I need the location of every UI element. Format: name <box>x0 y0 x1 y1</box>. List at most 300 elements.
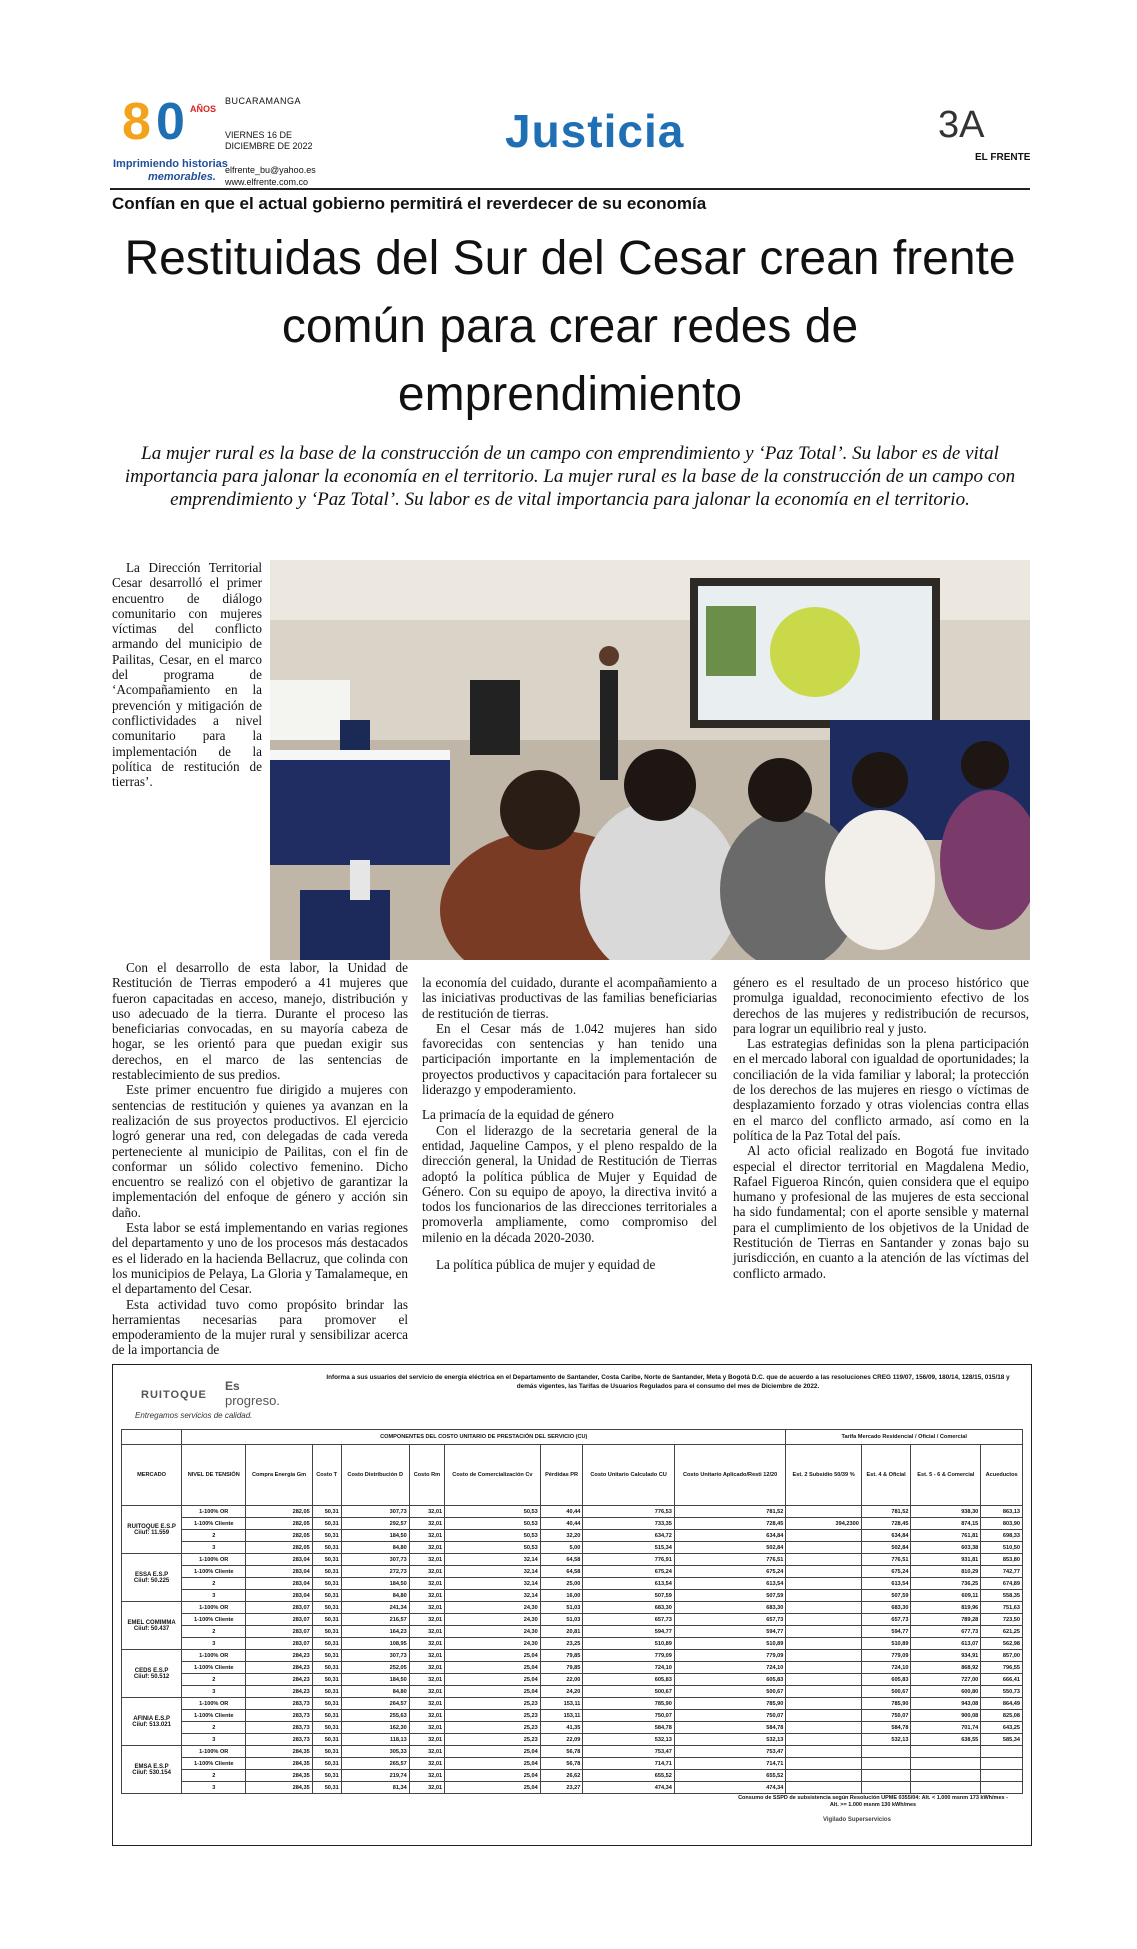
table-cell: 50,31 <box>312 1674 341 1686</box>
table-cell <box>786 1710 861 1722</box>
table-cell: 1-100% Cliente <box>182 1614 246 1626</box>
table-cell <box>786 1602 861 1614</box>
table-cell: 701,74 <box>911 1722 981 1734</box>
column-header: NIVEL DE TENSIÓN <box>182 1445 246 1506</box>
section-title: Justicia <box>505 105 685 157</box>
masthead-divider <box>110 188 1030 190</box>
table-cell: 32,01 <box>409 1734 444 1746</box>
table-cell: 64,58 <box>540 1566 583 1578</box>
ad-note: Consumo de SSPD de subsistencia según Resolución UPME 0355/04: Alt. < 1.000 msnm 173 kWh/mes - Alt. >= 1.000 msnm 130 kWh/mes <box>738 1795 1008 1808</box>
table-cell: 84,80 <box>341 1590 409 1602</box>
table-cell: 32,01 <box>409 1638 444 1650</box>
table-cell: 500,67 <box>583 1686 674 1698</box>
table-cell: 282,05 <box>246 1542 312 1554</box>
column-header: Pérdidas PR <box>540 1445 583 1506</box>
market-cell <box>122 1650 182 1698</box>
table-cell: 785,90 <box>674 1698 786 1710</box>
table-cell: 853,80 <box>981 1554 1023 1566</box>
article-kicker: Confían en que el actual gobierno permitirá el reverdecer de su economía <box>112 194 707 213</box>
table-cell: 32,14 <box>445 1566 541 1578</box>
table-cell: 507,59 <box>583 1590 674 1602</box>
table-cell: 776,91 <box>583 1554 674 1566</box>
market-name: AFINIA E.S.P <box>133 1715 170 1722</box>
market-cell <box>122 1554 182 1602</box>
table-cell: 868,92 <box>911 1662 981 1674</box>
table-cell: 655,52 <box>583 1770 674 1782</box>
paragraph: Este primer encuentro fue dirigido a mujeres con sentencias de restitución y quienes ya avanzan en la realización de sus proyectos productivos. El ejercicio logró generar una red, con delegadas de cada vereda perteneciente al municipio de Pailitas, con el fin de conformar un sólido colectivo femenino. Dicho encuentro se realizó con el objetivo de garantizar la implementación del enfoque de género y acción sin daño. <box>112 1082 408 1220</box>
table-cell: 50,53 <box>445 1518 541 1530</box>
column-header: Costo Distribución D <box>341 1445 409 1506</box>
table-cell: 900,08 <box>911 1710 981 1722</box>
table-cell: 32,01 <box>409 1758 444 1770</box>
supervisor-mark: Vigilado Superservicios <box>823 1817 891 1823</box>
column-header: Acueductos <box>981 1445 1023 1506</box>
table-cell <box>786 1722 861 1734</box>
table-cell: 32,01 <box>409 1590 444 1602</box>
table-cell <box>786 1662 861 1674</box>
table-cell: 284,35 <box>246 1782 312 1794</box>
table-cell <box>861 1758 911 1770</box>
market-name: EMSA E.S.P <box>134 1763 169 1770</box>
table-cell: 216,57 <box>341 1614 409 1626</box>
table-cell: 657,73 <box>861 1614 911 1626</box>
table-cell: 284,23 <box>246 1650 312 1662</box>
table-cell: 32,01 <box>409 1722 444 1734</box>
table-cell <box>786 1566 861 1578</box>
table-cell: 32,14 <box>445 1554 541 1566</box>
table-cell: 613,54 <box>674 1578 786 1590</box>
column-header: Costo de Comercialización Cv <box>445 1445 541 1506</box>
table-cell: 50,31 <box>312 1770 341 1782</box>
table-cell: 40,44 <box>540 1518 583 1530</box>
table-cell: 32,01 <box>409 1554 444 1566</box>
table-cell: 683,30 <box>861 1602 911 1614</box>
table-row <box>122 1566 1023 1578</box>
table-cell: 164,23 <box>341 1626 409 1638</box>
table-cell: 307,73 <box>341 1554 409 1566</box>
table-cell: 50,31 <box>312 1506 341 1518</box>
table-cell: 1-100% OR <box>182 1650 246 1662</box>
table-cell: 613,54 <box>861 1578 911 1590</box>
ad-es: Es <box>225 1379 240 1393</box>
masthead-city: BUCARAMANGA <box>225 96 302 106</box>
table-cell: 605,83 <box>583 1674 674 1686</box>
masthead-email[interactable]: elfrente_bu@yahoo.es <box>225 165 316 175</box>
table-cell: 1-100% Cliente <box>182 1662 246 1674</box>
market-cell <box>122 1602 182 1650</box>
table-cell: 728,45 <box>861 1518 911 1530</box>
table-cell: 394,2300 <box>786 1518 861 1530</box>
table-cell: 728,45 <box>674 1518 786 1530</box>
table-cell: 558,35 <box>981 1590 1023 1602</box>
table-cell: 785,90 <box>861 1698 911 1710</box>
table-cell: 32,01 <box>409 1698 444 1710</box>
paragraph: Esta actividad tuvo como propósito brindar las herramientas necesarias para promover el empoderamiento de la mujer rural y sensibilizar acerca de la importancia de <box>112 1296 408 1358</box>
table-cell <box>786 1626 861 1638</box>
paragraph: Con el desarrollo de esta labor, la Unidad de Restitución de Tierras empoderó a 41 mujeres que fueron capacitadas en acceso, manejo, distribución y uso adecuado de la tierra. Durante el proceso las beneficiarias convocadas, en su mayoría cabeza de hogar, se les orientó para que puedan exigir sus derechos, en el marco de las sentencias de restablecimiento de sus predios. <box>112 960 408 1083</box>
table-cell: 283,07 <box>246 1638 312 1650</box>
table-cell: 3 <box>182 1590 246 1602</box>
masthead-contact <box>225 164 316 188</box>
article-lede: La mujer rural es la base de la construcción de un campo con emprendimiento y ‘Paz Total’. Su labor es de vital importancia para jalonar la economía en el territorio. La mujer rural es la base de la construcción de un campo con emprendimiento y ‘Paz Total’. Su labor es de vital importancia para jalonar la economía en el territorio. <box>124 443 1016 510</box>
table-cell: 40,44 <box>540 1506 583 1518</box>
table-cell: 25,04 <box>445 1770 541 1782</box>
market-name: RUITOQUE E.S.P <box>127 1523 176 1530</box>
table-cell: 50,31 <box>312 1758 341 1770</box>
table-cell: 283,04 <box>246 1590 312 1602</box>
table-cell: 1-100% Cliente <box>182 1758 246 1770</box>
table-row <box>122 1554 1023 1566</box>
table-cell: 594,77 <box>674 1626 786 1638</box>
table-cell: 153,11 <box>540 1698 583 1710</box>
table-cell: 255,63 <box>341 1710 409 1722</box>
table-row <box>122 1530 1023 1542</box>
table-cell: 50,31 <box>312 1518 341 1530</box>
table-cell: 25,04 <box>445 1758 541 1770</box>
table-cell: 32,20 <box>540 1530 583 1542</box>
table-cell: 515,34 <box>583 1542 674 1554</box>
logo-tagline-2: memorables. <box>148 171 216 183</box>
table-cell: 283,07 <box>246 1614 312 1626</box>
table-cell: 32,01 <box>409 1782 444 1794</box>
table-cell: 584,78 <box>674 1722 786 1734</box>
paragraph: La Dirección Territorial Cesar desarrolló el primer encuentro de diálogo comunitario con mujeres víctimas del conflicto armando del municipio de Pailitas, Cesar, en el marco del programa de ‘Acompañamiento en la prevención y mitigación de conflictividades a nivel comunitario para la implementación de la política de restitución de tierras’. <box>112 560 262 790</box>
table-cell: 20,81 <box>540 1626 583 1638</box>
tariff-table-body <box>122 1506 1023 1794</box>
column-header: Est. 4 & Oficial <box>861 1445 911 1506</box>
table-cell: 613,54 <box>583 1578 674 1590</box>
table-row <box>122 1542 1023 1554</box>
table-cell: 25,04 <box>445 1746 541 1758</box>
table-cell: 3 <box>182 1686 246 1698</box>
ad-progreso: progreso. <box>225 1393 280 1408</box>
table-row <box>122 1590 1023 1602</box>
table-cell: 796,55 <box>981 1662 1023 1674</box>
table-cell <box>861 1782 911 1794</box>
table-cell <box>786 1614 861 1626</box>
table-cell: 25,23 <box>445 1698 541 1710</box>
table-cell: 742,77 <box>981 1566 1023 1578</box>
table-cell: 56,78 <box>540 1758 583 1770</box>
table-cell: 284,23 <box>246 1674 312 1686</box>
table-cell: 605,83 <box>674 1674 786 1686</box>
table-cell: 938,30 <box>911 1506 981 1518</box>
table-cell: 51,03 <box>540 1614 583 1626</box>
masthead-date: VIERNES 16 DE DICIEMBRE DE 2022 <box>225 130 313 151</box>
table-cell: 5,00 <box>540 1542 583 1554</box>
table-cell: 781,52 <box>674 1506 786 1518</box>
table-cell: 50,31 <box>312 1626 341 1638</box>
paragraph: Al acto oficial realizado en Bogotá fue invitado especial el director territorial en Magdalena Medio, Rafael Figueroa Rincón, quien considera que el equipo humano y profesional de las mujeres de esta seccional ha sido fundamental; con el aporte sensible y maternal para el cumplimiento de los objetivos de la Unidad de Restitución de Tierras en Santander y zonas bajo su jurisdicción, en cuanto a la atención de las víctimas del conflicto armado. <box>733 1143 1029 1281</box>
table-cell: 32,01 <box>409 1746 444 1758</box>
table-row <box>122 1506 1023 1518</box>
table-cell: 32,01 <box>409 1626 444 1638</box>
market-name: CEDS E.S.P <box>134 1667 169 1674</box>
table-cell: 585,34 <box>981 1734 1023 1746</box>
table-row <box>122 1734 1023 1746</box>
table-cell: 32,01 <box>409 1602 444 1614</box>
table-cell: 675,24 <box>674 1566 786 1578</box>
table-cell: 264,57 <box>341 1698 409 1710</box>
table-cell: 32,01 <box>409 1770 444 1782</box>
table-row <box>122 1638 1023 1650</box>
table-cell: 25,04 <box>445 1686 541 1698</box>
table-cell <box>786 1506 861 1518</box>
table-cell: 683,30 <box>583 1602 674 1614</box>
table-cell: 16,00 <box>540 1590 583 1602</box>
table-cell: 781,52 <box>861 1506 911 1518</box>
table-cell: 3 <box>182 1638 246 1650</box>
table-cell: 283,04 <box>246 1566 312 1578</box>
table-cell: 507,59 <box>674 1590 786 1602</box>
table-cell: 50,31 <box>312 1602 341 1614</box>
table-cell: 779,09 <box>583 1650 674 1662</box>
table-cell <box>786 1782 861 1794</box>
table-cell <box>786 1542 861 1554</box>
table-row <box>122 1578 1023 1590</box>
table-cell: 81,34 <box>341 1782 409 1794</box>
table-cell: 677,73 <box>911 1626 981 1638</box>
article-column-1-top <box>112 560 262 789</box>
table-cell: 292,57 <box>341 1518 409 1530</box>
column-header: Costo Unitario Calculado CU <box>583 1445 674 1506</box>
table-cell: 584,78 <box>583 1722 674 1734</box>
table-cell: 857,00 <box>981 1650 1023 1662</box>
paragraph: En el Cesar más de 1.042 mujeres han sido favorecidas con sentencias y han tenido una participación importante en la implementación de proyectos productivos y capacitación para fortalecer su liderazgo y empoderamiento. <box>422 1020 717 1098</box>
table-cell: 643,25 <box>981 1722 1023 1734</box>
table-cell: 674,89 <box>981 1578 1023 1590</box>
table-cell: 79,85 <box>540 1662 583 1674</box>
table-cell: 724,10 <box>583 1662 674 1674</box>
table-cell: 272,73 <box>341 1566 409 1578</box>
logo-years: AÑOS <box>190 104 217 114</box>
table-cell: 32,01 <box>409 1650 444 1662</box>
table-cell: 50,31 <box>312 1566 341 1578</box>
table-cell: 32,01 <box>409 1578 444 1590</box>
article-column-2 <box>422 975 717 1272</box>
table-cell <box>786 1770 861 1782</box>
table-cell: 500,67 <box>674 1686 786 1698</box>
table-row <box>122 1518 1023 1530</box>
table-cell: 2 <box>182 1626 246 1638</box>
table-cell: 761,81 <box>911 1530 981 1542</box>
table-cell: 283,73 <box>246 1710 312 1722</box>
table-cell: 284,35 <box>246 1758 312 1770</box>
market-cell <box>122 1698 182 1746</box>
table-cell: 819,96 <box>911 1602 981 1614</box>
table-cell: 162,30 <box>341 1722 409 1734</box>
market-cell <box>122 1746 182 1794</box>
table-cell: 25,04 <box>445 1650 541 1662</box>
table-cell <box>861 1770 911 1782</box>
table-cell: 750,07 <box>861 1710 911 1722</box>
table-cell: 184,50 <box>341 1674 409 1686</box>
table-row <box>122 1674 1023 1686</box>
logo-digit-8: 8 <box>122 93 151 151</box>
table-cell: 698,33 <box>981 1530 1023 1542</box>
table-cell: 32,01 <box>409 1542 444 1554</box>
table-cell: 284,35 <box>246 1746 312 1758</box>
table-cell: 283,73 <box>246 1722 312 1734</box>
table-cell: 22,00 <box>540 1674 583 1686</box>
table-cell <box>786 1686 861 1698</box>
table-cell: 50,31 <box>312 1638 341 1650</box>
table-cell: 283,73 <box>246 1734 312 1746</box>
column-header: Est. 5 - 6 & Comercial <box>911 1445 981 1506</box>
table-cell: 594,77 <box>583 1626 674 1638</box>
table-cell: 1-100% OR <box>182 1506 246 1518</box>
article-column-3 <box>733 975 1029 1281</box>
table-cell: 24,30 <box>445 1638 541 1650</box>
table-cell: 2 <box>182 1530 246 1542</box>
table-cell: 50,31 <box>312 1662 341 1674</box>
table-row <box>122 1602 1023 1614</box>
table-cell: 584,78 <box>861 1722 911 1734</box>
table-cell <box>911 1782 981 1794</box>
column-header: MERCADO <box>122 1445 182 1506</box>
table-row <box>122 1614 1023 1626</box>
market-sub: Ciiuf: 50.437 <box>133 1625 170 1632</box>
table-cell: 753,47 <box>583 1746 674 1758</box>
table-cell: 727,00 <box>911 1674 981 1686</box>
table-cell: 50,31 <box>312 1542 341 1554</box>
group-header-right: Tarifa Mercado Residencial / Oficial / Comercial <box>786 1430 1023 1445</box>
table-cell: 1-100% Cliente <box>182 1518 246 1530</box>
subheading: La primacía de la equidad de género <box>422 1107 614 1123</box>
table-cell: 50,31 <box>312 1746 341 1758</box>
table-cell <box>911 1758 981 1770</box>
table-row <box>122 1782 1023 1794</box>
table-cell: 714,71 <box>674 1758 786 1770</box>
table-cell: 41,35 <box>540 1722 583 1734</box>
table-cell: 657,73 <box>674 1614 786 1626</box>
table-cell: 32,01 <box>409 1518 444 1530</box>
column-header: Costo Unitario Aplicado/Resti 12/20 <box>674 1445 786 1506</box>
table-cell: 265,57 <box>341 1758 409 1770</box>
table-cell: 864,49 <box>981 1698 1023 1710</box>
table-cell: 1-100% OR <box>182 1602 246 1614</box>
table-cell <box>981 1770 1023 1782</box>
table-cell: 600,80 <box>911 1686 981 1698</box>
table-cell: 50,31 <box>312 1578 341 1590</box>
table-cell: 776,53 <box>583 1506 674 1518</box>
table-cell: 118,13 <box>341 1734 409 1746</box>
table-cell: 24,30 <box>445 1614 541 1626</box>
table-cell: 153,11 <box>540 1710 583 1722</box>
table-cell: 934,91 <box>911 1650 981 1662</box>
table-cell: 751,63 <box>981 1602 1023 1614</box>
table-cell: 2 <box>182 1578 246 1590</box>
ad-tagline: Entregamos servicios de calidad. <box>135 1411 253 1420</box>
table-cell <box>786 1746 861 1758</box>
column-header: Compra Energía Gm <box>246 1445 312 1506</box>
table-cell: 810,29 <box>911 1566 981 1578</box>
table-cell: 510,89 <box>583 1638 674 1650</box>
table-cell: 1-100% Cliente <box>182 1710 246 1722</box>
ad-header-text: Informa a sus usuarios del servicio de energía eléctrica en el Departamento de Santander, Costa Caribe, Norte de Santander, Meta y Bogotá D.C. que de acuerdo a las resoluciones CREG 119/07, 156/09, 180/14, 128/15, 015/18 y demás vigentes, las Tarifas de Usuarios Regulados para el consumo del mes de Diciembre de 2022. <box>326 1374 1010 1390</box>
table-cell: 50,53 <box>445 1506 541 1518</box>
table-cell: 1-100% Cliente <box>182 1566 246 1578</box>
table-cell <box>786 1698 861 1710</box>
table-cell: 3 <box>182 1782 246 1794</box>
tariff-advertisement <box>112 1364 1032 1846</box>
table-cell: 50,31 <box>312 1686 341 1698</box>
table-cell: 282,05 <box>246 1506 312 1518</box>
table-cell: 724,10 <box>861 1662 911 1674</box>
table-cell: 50,31 <box>312 1530 341 1542</box>
table-cell <box>786 1674 861 1686</box>
newspaper-name: EL FRENTE <box>975 152 1031 163</box>
table-row <box>122 1698 1023 1710</box>
masthead-website[interactable]: www.elfrente.com.co <box>225 177 309 187</box>
table-cell <box>981 1782 1023 1794</box>
table-cell: 241,34 <box>341 1602 409 1614</box>
market-name: ESSA E.S.P <box>135 1571 169 1578</box>
table-cell: 825,08 <box>981 1710 1023 1722</box>
table-cell: 50,31 <box>312 1554 341 1566</box>
column-header: Costo Rm <box>409 1445 444 1506</box>
table-cell: 943,08 <box>911 1698 981 1710</box>
table-cell <box>911 1746 981 1758</box>
table-cell: 50,53 <box>445 1542 541 1554</box>
table-cell: 24,30 <box>445 1626 541 1638</box>
table-cell: 803,90 <box>981 1518 1023 1530</box>
table-cell: 23,27 <box>540 1782 583 1794</box>
table-cell: 605,83 <box>861 1674 911 1686</box>
table-cell: 874,15 <box>911 1518 981 1530</box>
table-row <box>122 1758 1023 1770</box>
table-cell: 655,52 <box>674 1770 786 1782</box>
paragraph: la economía del cuidado, durante el acompañamiento a las iniciativas productivas de las familias beneficiarias de restitución de tierras. <box>422 975 717 1021</box>
table-cell: 184,50 <box>341 1578 409 1590</box>
table-cell: 32,14 <box>445 1578 541 1590</box>
table-cell: 50,31 <box>312 1650 341 1662</box>
table-cell: 50,31 <box>312 1614 341 1626</box>
table-row <box>122 1710 1023 1722</box>
table-cell: 785,90 <box>583 1698 674 1710</box>
table-cell: 64,58 <box>540 1554 583 1566</box>
table-cell: 2 <box>182 1674 246 1686</box>
table-cell <box>981 1758 1023 1770</box>
table-cell: 32,01 <box>409 1662 444 1674</box>
table-cell: 108,95 <box>341 1638 409 1650</box>
table-row <box>122 1746 1023 1758</box>
table-cell: 284,23 <box>246 1686 312 1698</box>
tariff-table-container <box>121 1429 1023 1809</box>
table-cell: 24,30 <box>445 1602 541 1614</box>
anniversary-logo <box>118 93 217 156</box>
table-cell: 750,07 <box>583 1710 674 1722</box>
column-header-row <box>122 1445 1023 1506</box>
table-cell: 779,09 <box>674 1650 786 1662</box>
table-row <box>122 1770 1023 1782</box>
table-cell <box>861 1746 911 1758</box>
table-cell: 724,10 <box>674 1662 786 1674</box>
table-cell: 26,62 <box>540 1770 583 1782</box>
table-cell: 931,81 <box>911 1554 981 1566</box>
table-cell: 184,50 <box>341 1530 409 1542</box>
table-cell: 283,04 <box>246 1554 312 1566</box>
table-cell: 282,05 <box>246 1518 312 1530</box>
table-cell <box>981 1746 1023 1758</box>
table-cell: 32,01 <box>409 1614 444 1626</box>
article-headline: Restituidas del Sur del Cesar crean frente común para crear redes de emprendimiento <box>124 232 1016 421</box>
table-cell: 25,23 <box>445 1722 541 1734</box>
table-cell <box>786 1554 861 1566</box>
table-cell <box>786 1590 861 1602</box>
table-cell: 23,25 <box>540 1638 583 1650</box>
table-cell: 25,23 <box>445 1710 541 1722</box>
